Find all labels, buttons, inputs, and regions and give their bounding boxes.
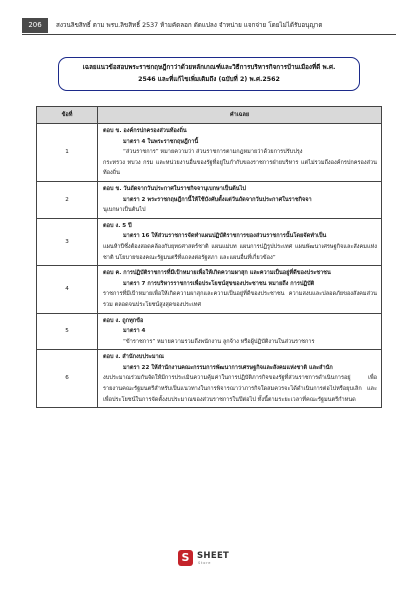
- row-number: 1: [37, 124, 98, 182]
- row-answer: [98, 350, 382, 408]
- answer-option: ตอบ ข. องค์กรปกครองส่วนท้องถิ่น: [103, 128, 187, 134]
- sheet-store-logo: [178, 548, 238, 568]
- answer-option: ตอบ ข. วันถัดจากวันประกาศในราชกิจจานุเบกษาเป็นต้นไป: [103, 185, 246, 192]
- answer-option: ตอบ ง. 5 ปี: [103, 222, 132, 229]
- table-row: [37, 313, 382, 350]
- answer-option: ตอบ ง. ถูกทุกข้อ: [103, 317, 144, 324]
- page-number: 206: [22, 18, 48, 33]
- page-header: [22, 18, 396, 35]
- row-number: 5: [37, 313, 98, 350]
- table-header-row: [37, 107, 382, 124]
- row-answer: [98, 266, 382, 313]
- document-title-box: [58, 57, 360, 91]
- table-row: [37, 350, 382, 408]
- row-number: 3: [37, 218, 98, 265]
- row-number: 2: [37, 181, 98, 218]
- answer-body-indent: “ส่วนราชการ” หมายความว่า ส่วนราชการตามกฎหมายว่าด้วยการปรับปรุง: [123, 149, 303, 156]
- answer-body: งบประมาณร่วมกันจัดให้มีการประเมินความคุ้มค่าในการปฏิบัติภารกิจของรัฐที่ส่วนราชการดำเนินการอยู่ เพื่อรายงานคณะรัฐมนตรีสำหรับเป็นแนวทางในการพิจารณาว่าภารกิจใดสมควรจะได้ดำเนินการต่อไปหรือยุบเลิก และเพื่อประโยชน์ในการจัดตั้งงบประมาณของส่วนราชการในปีต่อไป ทั้งนี้ตามระยะเวลาที่คณะรัฐมนตรีกำหนด: [103, 375, 377, 403]
- title-line-2: 2546 และที่แก้ไขเพิ่มเติมถึง (ฉบับที่ 2) พ.ศ.2562: [138, 76, 280, 83]
- title-line-1: เฉลยแนวข้อสอบพระราชกฤษฎีกาว่าด้วยหลักเกณฑ์และวิธีการบริหารกิจการบ้านเมืองที่ดี พ.ศ.: [82, 64, 336, 71]
- answer-section: มาตรา 7 การบริหารราชการเพื่อประโยชน์สุขของประชาชน หมายถึง การปฏิบัติ: [123, 280, 315, 287]
- header-copyright-text: สงวนลิขสิทธิ์ ตาม พรบ.ลิขสิทธิ์ 2537 ห้ามคัดลอก ดัดแปลง จำหน่าย แจกจ่าย โดยไม่ได้รับอนุญาต: [56, 22, 323, 29]
- answer-section: มาตรา 16 ให้ส่วนราชการจัดทำแผนปฏิบัติราชการของส่วนราชการนั้นโดยจัดทำเป็น: [123, 233, 327, 240]
- answer-body-indent: “ข้าราชการ” หมายความรวมถึงพนักงาน ลูกจ้าง หรือผู้ปฏิบัติงานในส่วนราชการ: [123, 338, 315, 345]
- answer-section: มาตรา 22 ให้สำนักงานคณะกรรมการพัฒนาการเศรษฐกิจและสังคมแห่งชาติ และสำนัก: [123, 364, 333, 371]
- answer-section: มาตรา 4 ในพระราชกฤษฎีกานี้: [123, 138, 199, 145]
- header-answer: คำเฉลย: [98, 107, 382, 124]
- answer-body: กระทรวง ทบวง กรม และหน่วยงานอื่นของรัฐที่อยู่ในกำกับของราชการฝ่ายบริหาร แต่ไม่รวมถึงองค์กรปกครองส่วนท้องถิ่น: [103, 159, 377, 177]
- logo-subtext: Store: [198, 561, 212, 565]
- answer-option: ตอบ ค. การปฏิบัติราชการที่มีเป้าหมายเพื่อให้เกิดความผาสุก และความเป็นอยู่ที่ดีของประชาชน: [103, 270, 331, 277]
- header-question-no: ข้อที่: [37, 107, 98, 124]
- table-row: [37, 124, 382, 182]
- row-answer: [98, 181, 382, 218]
- answer-body: แผนห้าปีซึ่งต้องสอดคล้องกับยุทธศาสตร์ชาติ แผนแม่บท แผนการปฏิรูปประเทศ แผนพัฒนาเศรษฐกิจและสังคมแห่งชาติ นโยบายของคณะรัฐมนตรีที่แถลงต่อรัฐสภา และแผนอื่นที่เกี่ยวข้อง”: [103, 243, 377, 261]
- table-row: [37, 181, 382, 218]
- table-row: [37, 218, 382, 265]
- logo-name: SHEET: [197, 551, 230, 561]
- table-row: [37, 266, 382, 313]
- row-number: 6: [37, 350, 98, 408]
- answer-section: มาตรา 2 พระราชกฤษฎีกานี้ให้ใช้บังคับตั้งแต่วันถัดจากวันประกาศในราชกิจจา: [123, 196, 312, 203]
- row-answer: [98, 218, 382, 265]
- answer-body: นุเบกษาเป็นต้นไป: [103, 207, 146, 214]
- row-answer: [98, 313, 382, 350]
- answer-body: ราชการที่มีเป้าหมายเพื่อให้เกิดความผาสุกและความเป็นอยู่ที่ดีของประชาชน ความสงบและปลอดภัยของสังคมส่วนรวม ตลอดจนประโยชน์สูงสุดของประเทศ: [103, 291, 377, 308]
- row-number: 4: [37, 266, 98, 313]
- answer-option: ตอบ ง. สำนักงบประมาณ: [103, 354, 164, 361]
- logo-s-icon: S: [178, 550, 193, 566]
- row-answer: [98, 124, 382, 182]
- answer-section: มาตรา 4: [123, 328, 146, 335]
- answer-table: [36, 106, 382, 408]
